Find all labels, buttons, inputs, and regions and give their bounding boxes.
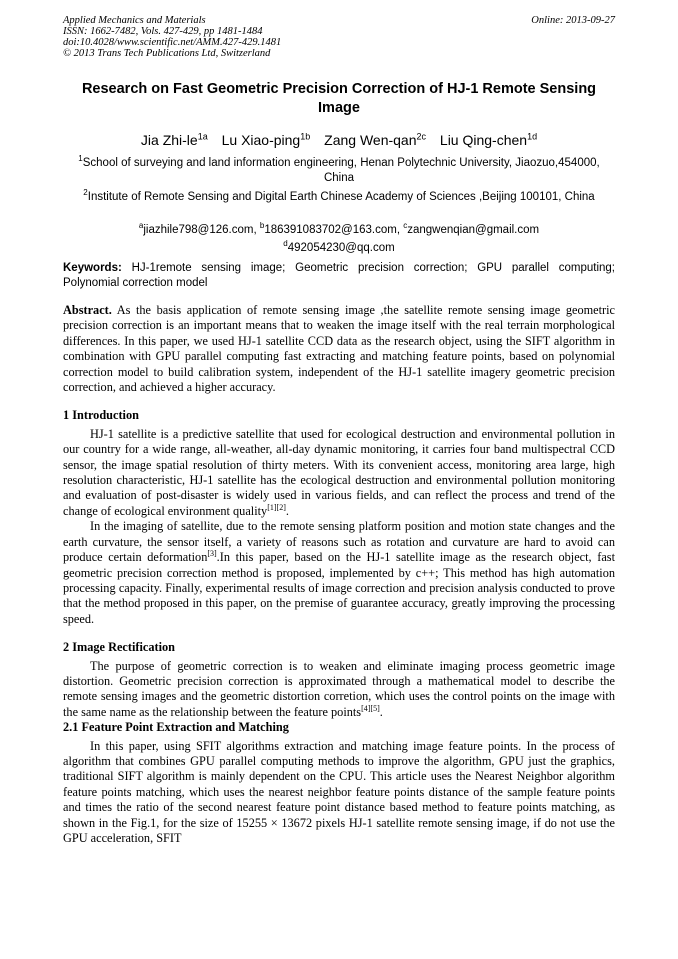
paragraph (63, 519, 615, 627)
affiliation-sup: 2 (83, 188, 88, 197)
paragraph-text: HJ-1 satellite is a predictive satellite that used for ecological destruction and environmental pollution in our country for a wide range, all-weather, all-day dynamic monitoring, it carries four band multispectral CCD sensor, the image spatial resolution of thirty meters. With its convenient access, monitoring area large, high resolution characteristic, HJ-1 satellite has the ecological destruction and environmental pollution monitoring and evaluation of post-disaster is widely used in various fields, and can reflect the process and trend of the change of ecological environment quality (63, 426, 615, 518)
email-address: 492054230@qq.com (287, 241, 395, 254)
section-heading: 1 Introduction (63, 408, 139, 423)
keywords-text: HJ-1remote sensing image; Geometric precision correction; GPU parallel computing; Polynomial correction model (63, 262, 615, 289)
journal-name: Applied Mechanics and Materials (63, 15, 206, 26)
affiliation-2 (63, 185, 615, 205)
affiliation-1 (63, 151, 615, 186)
paragraph-text: In the imaging of satellite, due to the remote sensing platform position and motion state changes and the earth curvature, the sensor itself, a variety of reasons such as rotation and curvature are hard to avoid can produce certain deformation (63, 519, 615, 565)
author (141, 132, 208, 148)
paragraph-text: In this paper, using SFIT algorithms extraction and matching image feature points. In the process of algorithm that combines GPU parallel computing methods to improve the algorithm, GPU just the graphics, traditional SIFT algorithm is mainly dependent on the CPU. This article uses the Nearest Neighbor algorithm feature points matching, which uses the nearest neighbor feature points distance of the sample feature points and times the ratio of the second nearest feature point distance based method to feature points matching, as shown in the Fig.1, for the size of 15255 × 13672 pixels HJ-1 satellite remote sensing image, if do not use the GPU acceleration, SFIT (63, 738, 615, 845)
author (324, 132, 426, 148)
paragraph-text: The purpose of geometric correction is to weaken and eliminate imaging process geometric image distortion. Geometric precision correction is approximated through a mathematical model to describe the remote sensing images and the geometric distortion corretion, which uses the control points on the image with the same name as the relationship between the feature points (63, 658, 615, 719)
paper-title: Research on Fast Geometric Precision Correction of HJ-1 Remote Sensing Image (81, 81, 597, 116)
journal-doi: doi:10.4028/www.scientific.net/AMM.427-429.1481 (63, 37, 282, 48)
email-sup: b (259, 221, 265, 230)
citation[interactable]: [3] (207, 549, 217, 558)
author-emails (63, 219, 615, 255)
author-name: Jia Zhi-le (140, 131, 198, 148)
citation[interactable]: [1][2] (267, 502, 286, 512)
email-address: jiazhile798@126.com, (143, 223, 257, 236)
journal-issn: ISSN: 1662-7482, Vols. 427-429, pp 1481-1484 (63, 26, 263, 37)
section-heading: 2 Image Rectification (63, 640, 176, 655)
online-date: Online: 2013-09-27 (531, 15, 615, 26)
email-sup: c (403, 221, 408, 230)
author-sup: 1b (300, 131, 311, 141)
author-list (63, 127, 615, 149)
paragraph (63, 427, 615, 519)
email-line (63, 237, 615, 255)
email-sup: a (138, 221, 144, 230)
author-sup: 1d (527, 131, 538, 141)
subsection-heading: 2.1 Feature Point Extraction and Matching (63, 720, 289, 735)
paragraph (63, 659, 615, 721)
author-name: Liu Qing-chen (439, 131, 528, 148)
paragraph-text: .In this paper, based on the HJ-1 satellite image as the research object, fast geometric precision correction method is proposed, implemented by c++; This method has high automation processing capacity. Finally, experimental results of image correction and precision analysis conducted to prove that the method proposed in this paper, on the premise of guarantee accuracy, greatly improving the processing speed. (63, 550, 615, 626)
author-sup: 2c (416, 131, 427, 141)
citation[interactable]: [4][5] (361, 703, 380, 713)
author-sup: 1a (197, 131, 208, 141)
paragraph-text: . (285, 503, 289, 518)
email-address: zangwenqian@gmail.com (407, 223, 540, 236)
affiliation-text: Institute of Remote Sensing and Digital Earth Chinese Academy of Sciences ,Beijing 100101, China (87, 190, 595, 203)
email-address: 186391083702@163.com, (264, 223, 401, 236)
affiliation-sup: 1 (78, 154, 83, 163)
abstract-text: As the basis application of remote sensing image ,the satellite remote sensing image geometric precision correction is an important means that to weaken the image itself with the real terrain morphological differences. In this paper, we used HJ-1 satellite CCD data as the research object, using the SIFT algorithm in combination with GPU parallel computing fast extracting and matching feature points, based on polynomial correction model to build calibration system, independent of the HJ-1 satellite imagery geometric precision correction, and achieved a higher accuracy. (63, 303, 616, 395)
author-name: Lu Xiao-ping (221, 131, 301, 148)
keywords-label: Keywords: (63, 262, 122, 274)
email-line (63, 219, 615, 237)
author (440, 132, 537, 148)
paragraph (63, 739, 615, 847)
paragraph-text: . (379, 704, 383, 719)
paper-body (63, 303, 615, 846)
journal-copyright: © 2013 Trans Tech Publications Ltd, Switzerland (63, 48, 271, 59)
email-sup: d (283, 238, 288, 248)
author (222, 132, 311, 148)
abstract-label: Abstract. (63, 303, 112, 317)
affiliation-text: School of surveying and land information engineering, Henan Polytechnic University, Jiaozuo,454000, China (82, 156, 600, 184)
keywords (63, 261, 615, 291)
journal-header (63, 15, 615, 59)
abstract (63, 303, 615, 395)
author-name: Zang Wen-qan (324, 131, 417, 148)
